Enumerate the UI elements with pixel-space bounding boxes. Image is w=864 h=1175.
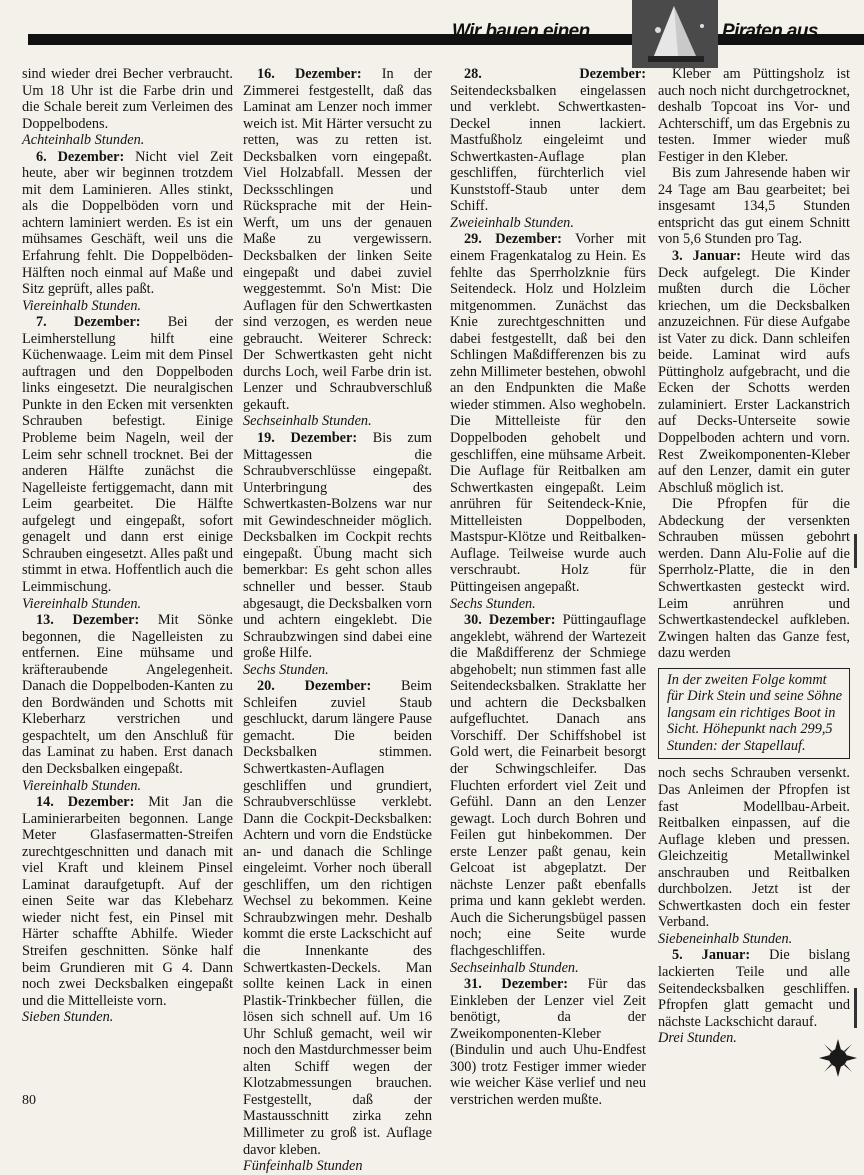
column-1 [22, 66, 233, 1026]
paragraph: Bis zum Jahresende haben wir 24 Tage am Bau gearbeitet; bei insgesamt 134,5 Stunden entspricht das gut einem Schnitt von 5,6 Stunden pro Tag. [658, 165, 850, 248]
ornament-icon [818, 1038, 858, 1078]
entry-date: 20. Dezember: [257, 678, 372, 695]
entry-date: 7. Dezember: [36, 314, 141, 331]
entry-date: 31. Dezember: [464, 976, 569, 993]
entry-date: 19. Dezember: [257, 430, 358, 447]
boat-emblem-icon [632, 0, 718, 68]
duration-note: Zweieinhalb Stunden. [450, 214, 574, 231]
duration-note: Sieben Stunden. [22, 1009, 114, 1026]
duration-note: Viereinhalb Stunden. [22, 777, 142, 794]
next-episode-box: In der zweiten Folge kommt für Dirk Stein und seine Söhne langsam ein richtiges Boot in Sicht. Höhepunkt nach 299,5 Stunden: der Stapellauf. [658, 668, 850, 760]
column-4 [658, 66, 850, 1047]
duration-note: Drei Stunden. [658, 1030, 737, 1047]
duration-note: Sechseinhalb Stunden. [243, 413, 372, 430]
duration-note: Viereinhalb Stunden. [22, 297, 142, 314]
diary-entry: 29. Dezember: Vorher mit einem Fragenkatalog zu Hein. Es fehlte das Sperrholzknie fürs Seitendeck. Holz und Holzleim mitgenommen. Zunächst das Knie zurechtgeschnitten und dabei festgestellt, daß bei den Schlingen Maßdifferenzen bis zu zehn Millimeter bestehen, obwohl an den Endpunkten die Maße wieder stimmen. Also weghobeln. Die Mittelleiste für den Doppelboden gehobelt und geschliffen, eine mühsame Arbeit. Die Auflage für Reitbalken am Schwertkasten eingepaßt. Leim anrühren für Seitendeck-Knie, Mittelleisten Doppelboden, Mastspur-Klötze und Reitbalken-Auflage. Teilweise wurde auch verschraubt. Holz für Püttingeisen angepaßt. [450, 231, 647, 595]
diary-entry: 20. Dezember: Beim Schleifen zuviel Staub geschluckt, darum längere Pause gemacht. Die beiden Decksbalken stimmen. Schwertkasten-Auflagen geschliffen und grundiert, Schraubverschlüsse verklebt. Dann die Cockpit-Decksbalken: Achtern und vorn die Endstücke an- und danach die Schlinge eingeleimt. Vorher noch überall geschliffen, um den richtigen Wechsel zu bekommen. Keine Schraubzwingen mehr. Deshalb kommt die erste Lackschicht auf die Innenkante des Schwertkasten-Deckels. Man sollte keinen Lack in einen Plastik-Trinkbecher füllen, die lösen sich schnell auf. Um 16 Uhr Schluß gemacht, weil wir noch den Mastdurchmesser beim alten Schiff wegen der Klotzabmessungen brauchen. Festgestellt, daß der Mastausschnitt zirka zehn Millimeter zu groß ist. Auflage davor kleben. [243, 678, 432, 1158]
diary-entry: 16. Dezember: In der Zimmerei festgestellt, daß das Laminat am Lenzer noch immer weich ist. Mit Härter versucht zu retten, was zu retten ist. Decksbalken vorn eingepaßt. Viel Holzabfall. Messen der Decksschlingen und Rücksprache mit der Hein-Werft, um uns der genauen Maße zu vergewissern. Decksbalken der linken Seite eingepaßt und dabei zuviel weggestemmt. So'n Mist: Die Auflagen für den Schwertkasten sind verzogen, es werden neue gebraucht. Weiterer Schreck: Der Schwertkasten geht nicht durchs Loch, weil Farbe drin ist. Lenzer und Schraubverschluß gekauft. [243, 66, 432, 413]
diary-entry: 3. Januar: Heute wird das Deck aufgelegt. Die Kinder mußten durch die Löcher kriechen, um die Decksbalken anzuzeichnen. Für diese Aufgabe ist Vater zu dick. Dann schleifen beide. Laminat wird aufs Püttingholz aufgebracht, und die Ecken der Schotts werden zulaminiert. Erster Lackanstrich auf Decks-Unterseite sowie Doppelboden achtern und vorn. Rest Zweikomponenten-Kleber auf den Lenzer, damit ein guter Abschluß möglich ist. [658, 248, 850, 496]
entry-date: 30. Dezember: [464, 612, 556, 629]
diary-entry: 5. Januar: Die bislang lackierten Teile und alle Seitendecksbalken geschliffen. Pfropfen glatt gemacht und nächste Lackschicht darauf. [658, 947, 850, 1030]
duration-note: Sechs Stunden. [243, 661, 329, 678]
paragraph: Kleber am Püttingsholz ist auch noch nicht durchgetrocknet, deshalb Topcoat ins Vor- und Achterschiff, um das Ergebnis zu testen. Immer wieder muß Festiger in den Kleber. [658, 66, 850, 165]
duration-note: Viereinhalb Stunden. [22, 595, 142, 612]
page-number: 80 [22, 1093, 36, 1108]
diary-entry: 28. Dezember: Seitendecksbalken eingelassen und verklebt. Schwertkasten-Deckel innen lackiert. Mastfußholz eingeleimt und Schwertkasten-Auflage plan geschliffen, fürchterlich viel Kunststoff-Staub unter dem Schiff. [450, 66, 646, 215]
entry-date: 14. Dezember: [36, 794, 135, 811]
entry-date: 6. Dezember: [36, 148, 125, 165]
paragraph: sind wieder drei Becher verbraucht. Um 18 Uhr ist die Farbe drin und die Schale bereit zum Verleimen des Doppelbodens. [22, 66, 233, 132]
diary-entry: 14. Dezember: Mit Jan die Laminierarbeiten begonnen. Lange Meter Glasfasermatten-Streifen zurechtgeschnitten und danach mit viel Kraft und kleinem Pinsel Laminat daraufgetupft. Auf der einen Seite war das Klebeharz wieder nicht fest, ein Pinsel mit Härter schaffte Abhilfe. Wieder Streifen geschnitten. Sönke half beim Grundieren mit G 4. Dann noch zwei Decksbalken eingepaßt und die Mittelleiste vorn. [22, 794, 234, 1009]
duration-note: Fünfeinhalb Stunden [243, 1158, 363, 1175]
margin-mark [854, 988, 857, 1028]
diary-entry: 31. Dezember: Für das Einkleben der Lenzer viel Zeit benötigt, da der Zweikomponenten-Kleber (Bindulin und auch Uhu-Endfest 300) trotz Festiger immer wieder wie weicher Käse verlief und neu verstrichen werden mußte. [450, 976, 646, 1108]
paragraph: noch sechs Schrauben versenkt. Das Anleimen der Pfropfen ist fast Modellbau-Arbeit. Reitbalken einpassen, auf die Auflage kleben und pressen. Gleichzeitig Metallwinkel anschrauben und Reitbalken durchbolzen. Jetzt ist der Schwertkasten doch ein fester Verband. [658, 765, 850, 931]
entry-date: 28. Dezember: [464, 66, 646, 82]
duration-note: Sechs Stunden. [450, 595, 536, 612]
diary-entry: 7. Dezember: Bei der Leimherstellung hilft eine Küchenwaage. Leim mit dem Pinsel auftragen und den Doppelboden links eingesetzt. Die neuralgischen Punkte in den Ecken mit versenkten Schrauben befestigt. Einige Probleme beim Nageln, weil der Leim sehr schnell trocknet. Bei der anderen Hälfte zunächst die Nagelleiste fertiggemacht, dann mit Leim gearbeitet. Die Hälfte aufgelegt und eingepaßt, sofort genagelt und dann erst einige Schrauben eingesetzt. Alles paßt und stimmt in etwa. Hoffentlich auch die Leimmischung. [22, 314, 233, 595]
diary-entry: 13. Dezember: Mit Sönke begonnen, die Nagelleisten zu entfernen. Eine mühsame und kräfteraubende Angelegenheit. Danach die Doppelboden-Kanten zu den Bordwänden und Schotts mit Kleberharz verstrichen und gespachtelt, um den Anschluß für das Laminat zu haben. Erst danach den Decksbalken eingepaßt. [22, 612, 233, 777]
duration-note: Achteinhalb Stunden. [22, 132, 145, 149]
diary-entry: 6. Dezember: Nicht viel Zeit heute, aber wir beginnen trotzdem mit dem Laminieren. Alles stinkt, als die Doppelböden vorn und achtern laminiert werden. Es ist ein mühsames Geschäft, weil uns die Erfahrung fehlt. Die Doppelböden-Hälften noch einmal auf Maße und Sitz geprüft, alles paßt. [22, 148, 233, 298]
paragraph: Die Pfropfen für die Abdeckung der versenkten Schrauben müssen gebohrt werden. Dann Alu-Folie auf die Sperrholz-Platte, die in den Schwertkasten gesteckt wird. Leim anrühren und Schwertkastendeckel aufkleben. Zwingen halten das Ganze fest, dazu werden [658, 496, 850, 662]
diary-entry: 30. Dezember: Püttingauflage angeklebt, während der Wartezeit die Maßdifferenz der Schmiege abgehobelt; nun stimmen fast alle Seitendecksbalken. Straklatte her und achtern die Decksbalken aufgefluchtet. Danach ans Vorschiff. Der Schiffshobel ist Gold wert, die Feinarbeit besorgt der Schwingschleifer. Das Fluchten erfordert viel Zeit und Gefühl. Dann an den Lenzer gewagt. Loch durch Bohren und Feilen gut hinbekommen. Der erste Lenzer paßt genau, kein Gelcoat ist abgeplatzt. Der nächste Lenzer paßt ebenfalls prima und kann geklebt werden. Auch die Sicherungsbügel passen noch; eine Seite wurde flachgeschliffen. [450, 612, 646, 959]
entry-date: 29. Dezember: [464, 231, 562, 248]
header-title-left: Wir bauen einen [452, 21, 590, 42]
entry-date: 3. Januar: [672, 248, 742, 265]
entry-date: 5. Januar: [672, 947, 751, 964]
header-title-right: Piraten aus [722, 21, 818, 42]
duration-note: Sechseinhalb Stunden. [450, 959, 579, 976]
entry-date: 16. Dezember: [257, 66, 362, 82]
diary-entry: 19. Dezember: Bis zum Mittagessen die Schraubverschlüsse eingepaßt. Unterbringung des Schwertkasten-Bolzens war nur mit Gewindeschneider möglich. Decksbalken im Cockpit rechts eingepaßt. Übung macht sich bemerkbar: Es geht schon alles schneller und besser. Staub abgesaugt, die Decksbalken vorn und achtern eingeklebt. Die Schraubzwingen sind dabei eine große Hilfe. [243, 430, 432, 662]
margin-mark [854, 534, 857, 568]
column-3 [450, 66, 646, 1108]
entry-date: 13. Dezember: [36, 612, 140, 629]
duration-note: Siebeneinhalb Stunden. [658, 930, 793, 947]
column-2 [243, 66, 432, 1175]
